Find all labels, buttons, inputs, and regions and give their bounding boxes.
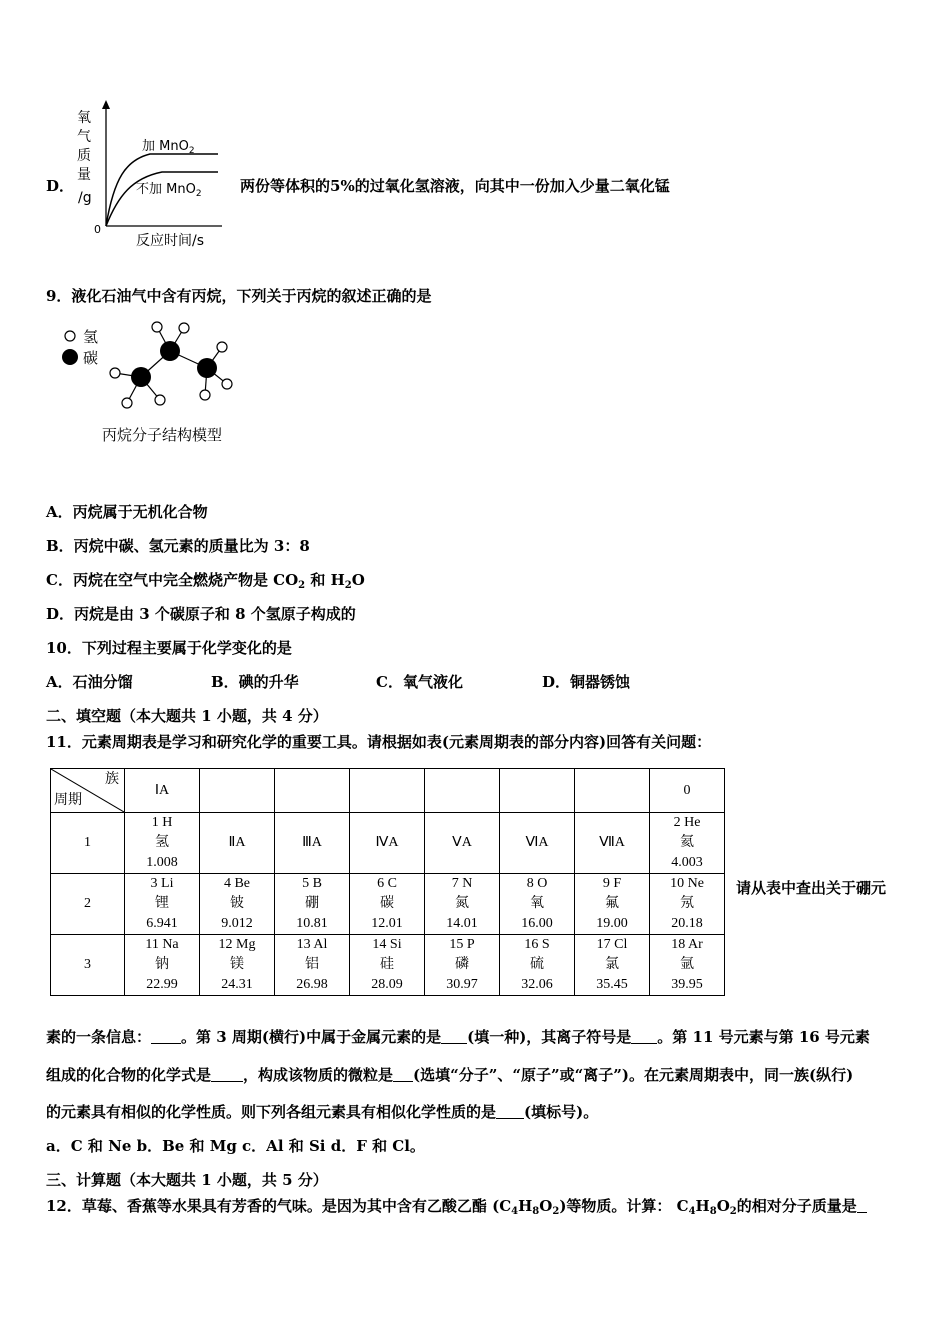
legend-hydrogen-label: 氢 <box>83 328 99 346</box>
carbon-atom <box>131 367 151 387</box>
period-label: 2 <box>51 874 125 935</box>
element-cell: 15 P 磷 30.97 <box>425 935 500 996</box>
element-cell-he: 2 He 氦 4.003 <box>650 813 725 874</box>
q12-stem: 12．草莓、香蕉等水果具有芳香的气味。是因为其中含有乙酸乙酯 $(C_4H_8O_2)$等物质。计算： $C_4H_8O_2$的相对分子质量是 <box>46 1197 867 1215</box>
hydrogen-atom <box>222 379 232 389</box>
group-label: ⅢA <box>275 813 350 874</box>
propane-model <box>56 316 266 448</box>
blank-3[interactable] <box>631 1029 657 1044</box>
hydrogen-atom <box>179 323 189 333</box>
ylabel-char-3: 质 <box>77 148 91 164</box>
q9-option-b: B．丙烷中碳、氢元素的质量比为 3：8 <box>46 537 310 555</box>
hydrogen-atom <box>217 342 227 352</box>
q11-choices: a．C 和 Ne b．Be 和 Mg c．Al 和 Si d．F 和 Cl。 <box>46 1137 425 1155</box>
element-cell: 10 Ne 氖 20.18 <box>650 874 725 935</box>
hydrogen-atom <box>122 398 132 408</box>
q11-line-2: 组成的化合物的化学式是 ，构成该物质的微粒是 (选填“分子”、“原子”或“离子”)。在元素周期表中，同一族(纵行) <box>46 1066 854 1084</box>
q9-option-c: C．丙烷在空气中完全燃烧产物是 $CO_2$ 和 $H_2O$ <box>46 571 365 591</box>
element-cell: 14 Si 硅 28.09 <box>350 935 425 996</box>
group-label: ⅤA <box>425 813 500 874</box>
group-label: ⅡA <box>200 813 275 874</box>
q10-stem: 10．下列过程主要属于化学变化的是 <box>46 639 292 657</box>
blank-4[interactable] <box>211 1067 243 1082</box>
blank-1[interactable] <box>151 1029 181 1044</box>
blank-7[interactable] <box>857 1198 867 1213</box>
corner-group-label: 族 <box>105 772 119 787</box>
q8-option-d-text: 两份等体积的5%的过氧化氢溶液，向其中一份加入少量二氧化锰 <box>240 177 670 195</box>
ylabel-char-4: 量 <box>77 167 91 183</box>
q10-option-c: C．氧气液化 <box>376 673 463 691</box>
group-label: ⅦA <box>575 813 650 874</box>
carbon-atom <box>197 358 217 378</box>
q10-option-a: A．石油分馏 <box>46 673 133 691</box>
element-cell: 6 C 碳 12.01 <box>350 874 425 935</box>
group-header <box>275 769 350 813</box>
carbon-atom <box>160 341 180 361</box>
group-header: ⅠA <box>125 769 200 813</box>
legend-carbon-label: 碳 <box>83 349 99 367</box>
graph-origin: 0 <box>94 223 101 236</box>
group-label: ⅥA <box>500 813 575 874</box>
element-cell: 16 S 硫 32.06 <box>500 935 575 996</box>
q11-stem: 11．元素周期表是学习和研究化学的重要工具。请根据如表(元素周期表的部分内容)回答有关问题： <box>46 733 712 751</box>
group-header <box>500 769 575 813</box>
element-cell-h: 1 H 氢 1.008 <box>125 813 200 874</box>
graph-xlabel: 反应时间/s <box>136 233 205 249</box>
q9-stem: 9．液化石油气中含有丙烷，下列关于丙烷的叙述正确的是 <box>46 287 432 305</box>
element-cell: 11 Na 钠 22.99 <box>125 935 200 996</box>
hydrogen-atom <box>152 322 162 332</box>
curve-bottom-label: 不加 MnO$_2$ <box>136 182 202 199</box>
blank-2[interactable] <box>441 1029 467 1044</box>
group-header <box>350 769 425 813</box>
q11-line-1: 素的一条信息： 。第 3 周期(横行)中属于金属元素的是 (填一种)，其离子符号是 。第 11 号元素与第 16 号元素 <box>46 1028 870 1046</box>
element-cell: 8 O 氧 16.00 <box>500 874 575 935</box>
legend-carbon-symbol <box>62 349 78 365</box>
table-corner-cell <box>51 769 125 813</box>
element-cell: 13 Al 铝 26.98 <box>275 935 350 996</box>
element-cell: 12 Mg 镁 24.31 <box>200 935 275 996</box>
ylabel-unit: /g <box>78 190 92 206</box>
element-cell: 5 B 硼 10.81 <box>275 874 350 935</box>
blank-6[interactable] <box>496 1104 524 1119</box>
period-label: 3 <box>51 935 125 996</box>
hydrogen-atom <box>155 395 165 405</box>
graph-y-arrow <box>102 100 110 109</box>
group-header: 0 <box>650 769 725 813</box>
curve-without-mno2 <box>106 172 218 226</box>
molecule-caption: 丙烷分子结构模型 <box>102 426 223 444</box>
curve-top-label: 加 MnO$_2$ <box>142 139 195 156</box>
section-3-heading: 三、计算题（本大题共 1 小题，共 5 分） <box>46 1171 328 1189</box>
q10-option-b: B．碘的升华 <box>211 673 299 691</box>
element-cell: 17 Cl 氯 35.45 <box>575 935 650 996</box>
group-label: ⅣA <box>350 813 425 874</box>
oxygen-mass-graph <box>70 98 240 254</box>
hydrogen-atom <box>110 368 120 378</box>
q11-line-3: 的元素具有相似的化学性质。则下列各组元素具有相似化学性质的是 (填标号)。 <box>46 1103 599 1121</box>
legend-hydrogen-symbol <box>65 331 75 341</box>
period-label: 1 <box>51 813 125 874</box>
ylabel-char-2: 气 <box>77 129 91 145</box>
corner-period-label: 周期 <box>54 793 82 808</box>
element-cell: 3 Li 锂 6.941 <box>125 874 200 935</box>
element-cell: 9 F 氟 19.00 <box>575 874 650 935</box>
blank-5[interactable] <box>393 1067 413 1082</box>
q9-option-a: A．丙烷属于无机化合物 <box>46 503 208 521</box>
group-header <box>200 769 275 813</box>
q11-side-text: 请从表中查出关于硼元 <box>736 879 887 897</box>
q8-option-d-letter: D． <box>46 177 75 195</box>
group-header <box>425 769 500 813</box>
hydrogen-atom <box>200 390 210 400</box>
element-cell: 18 Ar 氩 39.95 <box>650 935 725 996</box>
q10-option-d: D．铜器锈蚀 <box>542 673 631 691</box>
ylabel-char-1: 氧 <box>77 110 91 126</box>
element-cell: 4 Be 铍 9.012 <box>200 874 275 935</box>
element-cell: 7 N 氮 14.01 <box>425 874 500 935</box>
section-2-heading: 二、填空题（本大题共 1 小题，共 4 分） <box>46 707 328 725</box>
q9-option-d: D．丙烷是由 3 个碳原子和 8 个氢原子构成的 <box>46 605 356 623</box>
periodic-table <box>50 768 725 996</box>
group-header <box>575 769 650 813</box>
